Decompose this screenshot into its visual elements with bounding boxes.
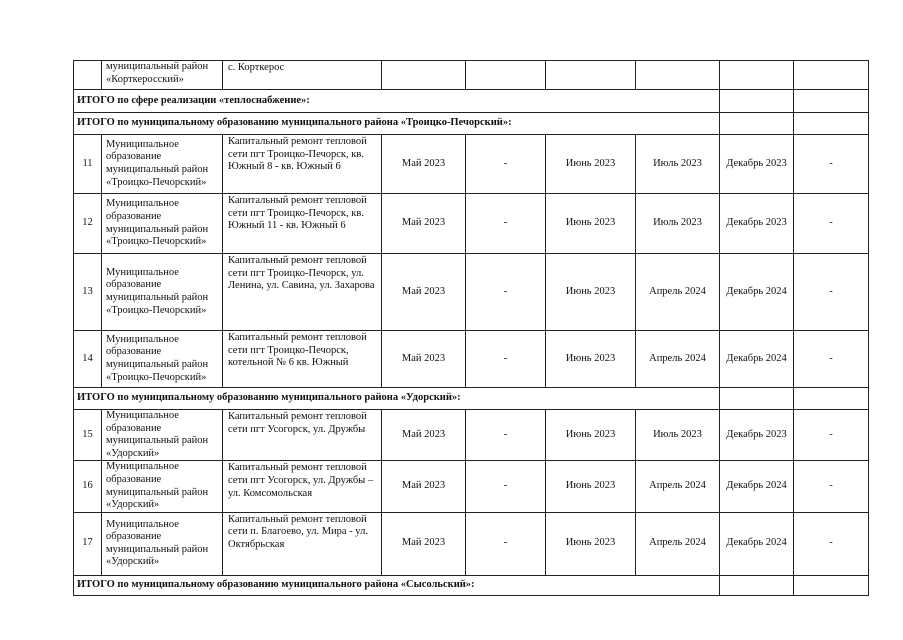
table-row: [74, 461, 869, 512]
dash-cell: [466, 61, 546, 90]
dash-cell: -: [794, 135, 869, 194]
object-cell: Капитальный ремонт тепловой сети пгт Троицко-Печорск, кв. Южный 8 - кв. Южный 6: [223, 135, 382, 194]
date-cell: [636, 61, 720, 90]
date-cell: Июнь 2023: [546, 254, 636, 331]
object-cell: Капитальный ремонт тепловой сети п. Благоево, ул. Мира - ул. Октябрьская: [223, 512, 382, 575]
date-cell: [546, 61, 636, 90]
summary-row: [74, 575, 869, 595]
summary-cell-a: [720, 90, 794, 113]
object-cell: Капитальный ремонт тепловой сети пгт Усогорск, ул. Дружбы – ул. Комсомольская: [223, 461, 382, 512]
table-row: [74, 194, 869, 254]
table-row: [74, 61, 869, 90]
summary-cell-a: [720, 388, 794, 410]
table-row: [74, 254, 869, 331]
row-number: 14: [74, 331, 102, 388]
dash-cell: -: [466, 135, 546, 194]
summary-cell-a: [720, 575, 794, 595]
dash-cell: -: [466, 410, 546, 461]
summary-label: ИТОГО по муниципальному образованию муниципального района «Удорский»:: [74, 388, 720, 410]
summary-cell-b: [794, 575, 869, 595]
row-number: 16: [74, 461, 102, 512]
date-cell: Июль 2023: [636, 410, 720, 461]
municipality-cell: муниципальный район «Корткеросский»: [102, 61, 223, 90]
date-cell: [720, 61, 794, 90]
date-cell: Май 2023: [382, 461, 466, 512]
dash-cell: -: [794, 331, 869, 388]
date-cell: Декабрь 2024: [720, 461, 794, 512]
date-cell: Декабрь 2024: [720, 254, 794, 331]
summary-row: [74, 388, 869, 410]
object-cell: Капитальный ремонт тепловой сети пгт Троицко-Печорск, кв. Южный 11 - кв. Южный 6: [223, 194, 382, 254]
date-cell: Май 2023: [382, 194, 466, 254]
dash-cell: -: [794, 461, 869, 512]
document-table: [73, 60, 869, 596]
date-cell: Апрель 2024: [636, 461, 720, 512]
date-cell: Декабрь 2024: [720, 512, 794, 575]
municipality-cell: Муниципальное образование муниципальный район «Удорский»: [102, 512, 223, 575]
table-row: [74, 410, 869, 461]
row-number: [74, 61, 102, 90]
municipality-cell: Муниципальное образование муниципальный район «Троицко-Печорский»: [102, 194, 223, 254]
dash-cell: -: [466, 512, 546, 575]
row-number: 15: [74, 410, 102, 461]
dash-cell: -: [794, 512, 869, 575]
row-number: 12: [74, 194, 102, 254]
date-cell: Апрель 2024: [636, 254, 720, 331]
table-body: [74, 61, 869, 596]
date-cell: Декабрь 2023: [720, 135, 794, 194]
date-cell: Июнь 2023: [546, 331, 636, 388]
date-cell: Май 2023: [382, 331, 466, 388]
table-row: [74, 331, 869, 388]
row-number: 17: [74, 512, 102, 575]
date-cell: Май 2023: [382, 135, 466, 194]
dash-cell: -: [794, 254, 869, 331]
municipality-cell: Муниципальное образование муниципальный район «Троицко-Печорский»: [102, 331, 223, 388]
date-cell: Май 2023: [382, 254, 466, 331]
date-cell: Декабрь 2023: [720, 194, 794, 254]
dash-cell: -: [466, 254, 546, 331]
row-number: 13: [74, 254, 102, 331]
date-cell: Июнь 2023: [546, 461, 636, 512]
dash-cell: -: [466, 194, 546, 254]
date-cell: Апрель 2024: [636, 331, 720, 388]
date-cell: Декабрь 2024: [720, 331, 794, 388]
municipality-cell: Муниципальное образование муниципальный район «Удорский»: [102, 461, 223, 512]
dash-cell: [794, 61, 869, 90]
dash-cell: -: [466, 331, 546, 388]
summary-label: ИТОГО по сфере реализации «теплоснабжение»:: [74, 90, 720, 113]
row-number: 11: [74, 135, 102, 194]
summary-cell-b: [794, 388, 869, 410]
date-cell: [382, 61, 466, 90]
date-cell: Июнь 2023: [546, 135, 636, 194]
object-cell: Капитальный ремонт тепловой сети пгт Троицко-Печорск, котельной № 6 кв. Южный: [223, 331, 382, 388]
date-cell: Декабрь 2023: [720, 410, 794, 461]
summary-label: ИТОГО по муниципальному образованию муниципального района «Троицко-Печорский»:: [74, 113, 720, 135]
date-cell: Июнь 2023: [546, 512, 636, 575]
municipality-cell: Муниципальное образование муниципальный район «Троицко-Печорский»: [102, 254, 223, 331]
municipality-cell: Муниципальное образование муниципальный район «Удорский»: [102, 410, 223, 461]
object-cell: Капитальный ремонт тепловой сети пгт Усогорск, ул. Дружбы: [223, 410, 382, 461]
date-cell: Июль 2023: [636, 135, 720, 194]
summary-cell-a: [720, 113, 794, 135]
object-cell: с. Корткерос: [223, 61, 382, 90]
date-cell: Май 2023: [382, 512, 466, 575]
date-cell: Май 2023: [382, 410, 466, 461]
date-cell: Июль 2023: [636, 194, 720, 254]
date-cell: Июнь 2023: [546, 410, 636, 461]
date-cell: Июнь 2023: [546, 194, 636, 254]
dash-cell: -: [466, 461, 546, 512]
summary-row: [74, 90, 869, 113]
table-row: [74, 512, 869, 575]
summary-row: [74, 113, 869, 135]
date-cell: Апрель 2024: [636, 512, 720, 575]
municipality-cell: Муниципальное образование муниципальный район «Троицко-Печорский»: [102, 135, 223, 194]
object-cell: Капитальный ремонт тепловой сети пгт Троицко-Печорск, ул. Ленина, ул. Савина, ул. Захарова: [223, 254, 382, 331]
dash-cell: -: [794, 410, 869, 461]
dash-cell: -: [794, 194, 869, 254]
summary-label: ИТОГО по муниципальному образованию муниципального района «Сысольский»:: [74, 575, 720, 595]
table-row: [74, 135, 869, 194]
summary-cell-b: [794, 113, 869, 135]
summary-cell-b: [794, 90, 869, 113]
